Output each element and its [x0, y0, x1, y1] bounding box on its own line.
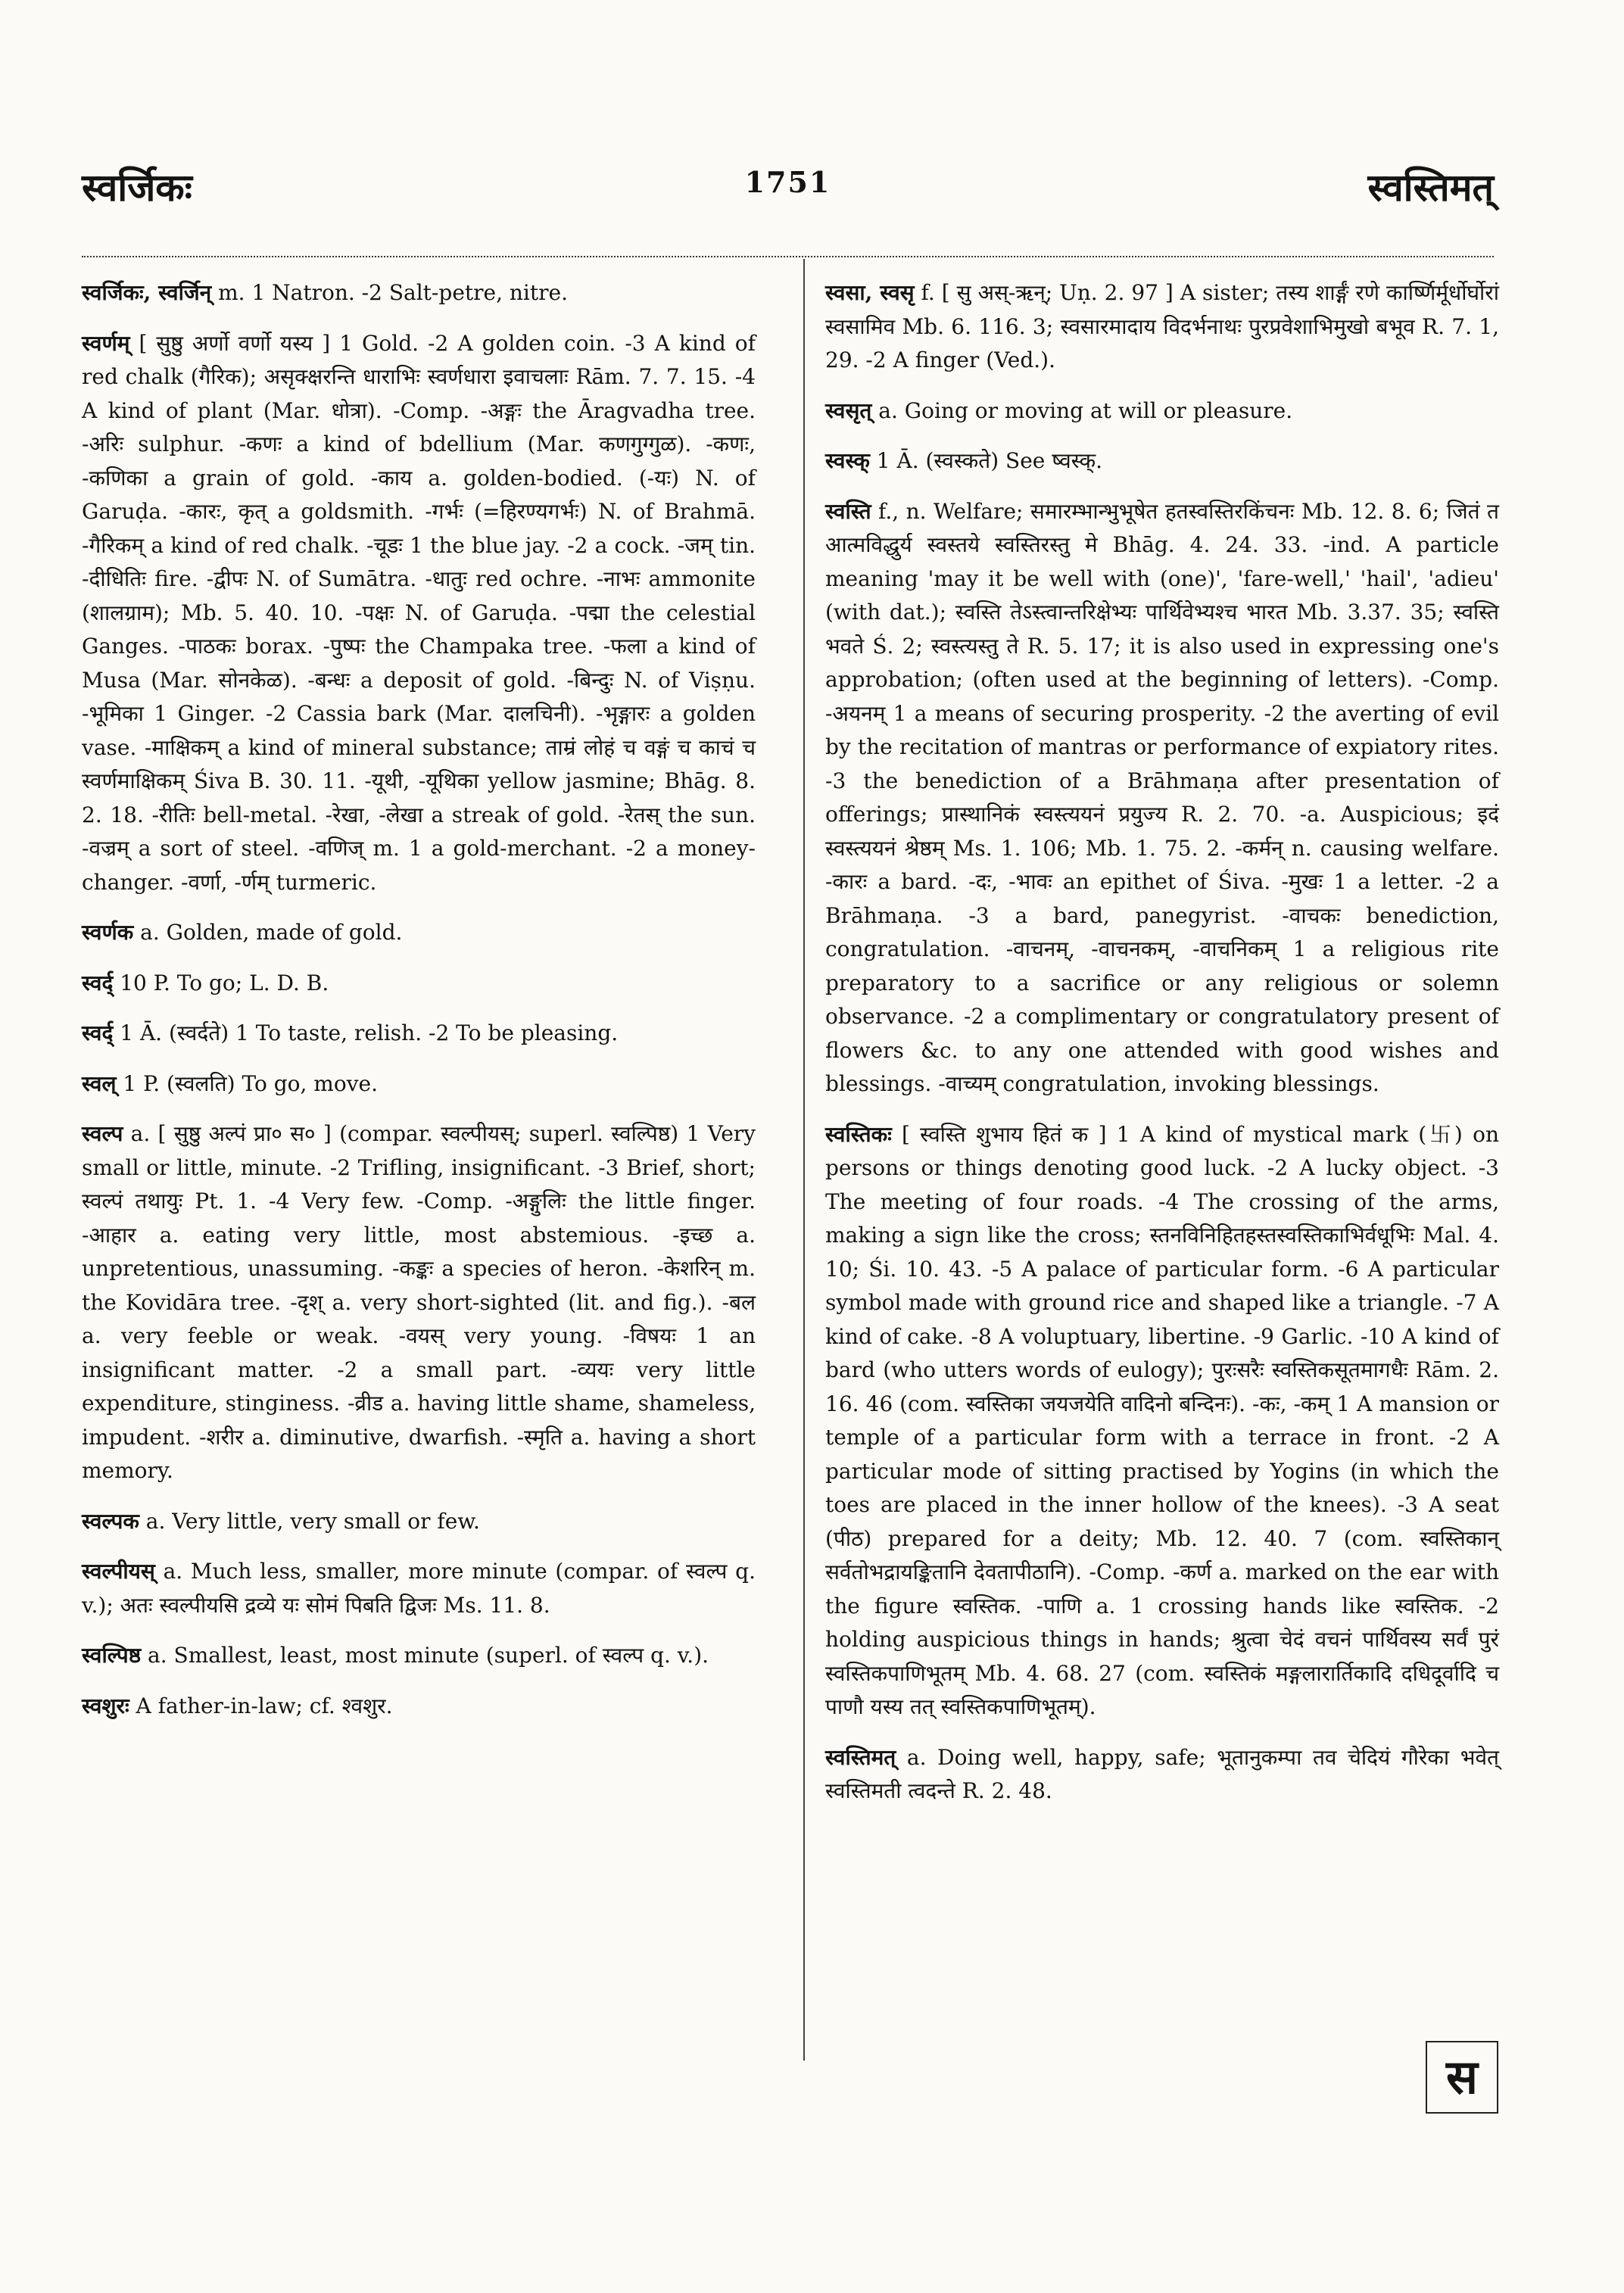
entry-body: a. Smallest, least, most minute (superl. of स्वल्प q. v.).	[141, 1643, 709, 1668]
entry-headword: स्वस्ति	[825, 498, 871, 524]
page-header	[82, 160, 1494, 221]
entry-headword: स्वल्पीयस्	[82, 1559, 155, 1584]
dictionary-entry	[82, 1690, 756, 1724]
entry-headword: स्वल्	[82, 1070, 117, 1096]
dictionary-entry	[82, 276, 756, 310]
dictionary-entry	[82, 1505, 756, 1539]
entry-headword: स्वर्जिकः, स्वर्जिन्	[82, 280, 212, 305]
running-head-left: स्वर्जिकः	[82, 165, 192, 210]
entry-body: a. Golden, made of gold.	[133, 920, 403, 945]
dictionary-entry	[82, 1117, 756, 1488]
page-number: 1751	[744, 165, 831, 199]
entry-body: [ सुष्ठु अर्णो वर्णो यस्य ] 1 Gold. -2 A golden coin. -3 A kind of red chalk (गैरिक); असृक्क्षरन्ति धाराभिः स्वर्णधारा इवाचलाः Rām. 7. 7. 15. -4 A kind of plant (Mar. धोत्रा). -Comp. -अङ्गः the Āragvadha tree. -अरिः sulphur. -कणः a kind of bdellium (Mar. कणगुग्गुळ). -कणः, -कणिका a grain of gold. -काय a. golden-bodied. (-यः) N. of Garuḍa. -कारः, कृत् a goldsmith. -गर्भः (=हिरण्यगर्भः) N. of Brahmā. -गैरिकम् a kind of red chalk. -चूडः 1 the blue jay. -2 a cock. -जम् tin. -दीधितिः fire. -द्वीपः N. of Sumātra. -धातुः red ochre. -नाभः ammonite (शालग्राम); Mb. 5. 40. 10. -पक्षः N. of Garuḍa. -पद्मा the celestial Ganges. -पाठकः borax. -पुष्पः the Champaka tree. -फला a kind of Musa (Mar. सोनकेळ). -बन्धः a deposit of gold. -बिन्दुः N. of Viṣṇu. -भूमिका 1 Ginger. -2 Cassia bark (Mar. दालचिनी). -भृङ्गारः a golden vase. -माक्षिकम् a kind of mineral substance; ताम्रं लोहं च वङ्गं च काचं च स्वर्णमाक्षिकम् Śiva B. 30. 11. -यूथी, -यूथिका yellow jasmine; Bhāg. 8. 2. 18. -रीतिः bell-metal. -रेखा, -लेखा a streak of gold. -रेतस् the sun. -वज्रम् a sort of steel. -वणिज् m. 1 a gold-merchant. -2 a money-changer. -वर्णा, -र्णम् turmeric.	[82, 330, 756, 895]
entry-body: 1 P. (स्वलति) To go, move.	[116, 1070, 378, 1096]
header-divider	[82, 256, 1494, 257]
dictionary-entry	[82, 1555, 756, 1622]
entry-body: a. Doing well, happy, safe; भूतानुकम्पा तव चेदियं गौरेका भवेत् स्वस्तिमती त्वदन्ते R. 2. 48.	[825, 1744, 1499, 1803]
dictionary-entry	[825, 394, 1499, 428]
dictionary-entry	[82, 327, 756, 900]
entry-body: a. Going or moving at will or pleasure.	[871, 397, 1293, 423]
section-letter-tab	[1426, 2041, 1498, 2114]
right-column	[825, 276, 1499, 1825]
entry-body: a. Very little, very small or few.	[139, 1508, 480, 1534]
entry-headword: स्वसा, स्वसृ	[825, 280, 915, 305]
dictionary-entry	[82, 967, 756, 1001]
entry-body: 10 P. To go; L. D. B.	[113, 970, 329, 995]
entry-headword: स्वस्तिमत्	[825, 1744, 896, 1770]
entry-headword: स्वस्क्	[825, 448, 870, 473]
entry-headword: स्वसृत्	[825, 397, 872, 423]
dictionary-entry	[825, 444, 1499, 478]
entry-headword: स्वर्णम्	[82, 330, 130, 356]
entry-body: m. 1 Natron. -2 Salt-petre, nitre.	[211, 280, 568, 305]
dictionary-entry	[82, 1067, 756, 1101]
dictionary-entry	[825, 276, 1499, 378]
column-divider	[803, 259, 805, 2061]
dictionary-entry	[825, 1118, 1499, 1724]
entry-body: 1 Ā. (स्वर्दते) 1 To taste, relish. -2 To be pleasing.	[113, 1020, 619, 1045]
entry-body: [ स्वस्ति शुभाय हितं क ] 1 A kind of mystical mark (卐) on persons or things denoting good luck. -2 A lucky object. -3 The meeting of four roads. -4 The crossing of the arms, making a sign like the cross; स्तनविनिहितहस्तस्वस्तिकाभिर्वधूभिः Mal. 4. 10; Śi. 10. 43. -5 A palace of particular form. -6 A particular symbol made with ground rice and shaped like a triangle. -7 A kind of cake. -8 A voluptuary, libertine. -9 Garlic. -10 A kind of bard (who utters words of eulogy); पुरःसरैः स्वस्तिकसूतमागधैः Rām. 2. 16. 46 (com. स्वस्तिका जयजयेति वादिनो बन्दिनः). -कः, -कम् 1 A mansion or temple of a particular form with a terrace in front. -2 A particular mode of sitting practised by Yogins (in which the toes are placed in the inner hollow of the knees). -3 A seat (पीठ) prepared for a deity; Mb. 12. 40. 7 (com. स्वस्तिकान् सर्वतोभद्रायङ्कितानि देवतापीठानि). -Comp. -कर्ण a. marked on the ear with the figure स्वस्तिक. -पाणि a. 1 crossing hands like स्वस्तिक. -2 holding auspicious things in hands; श्रुत्वा चेदं वचनं पार्थिवस्य सर्वं पुरं स्वस्तिकपाणिभूतम् Mb. 4. 68. 27 (com. स्वस्तिकं मङ्गलारार्तिकादि दधिदूर्वादि च पाणौ यस्य तत् स्वस्तिकपाणिभूतम्).	[825, 1121, 1499, 1719]
section-letter: स	[1446, 2049, 1478, 2105]
entry-headword: स्वल्पक	[82, 1508, 139, 1534]
entry-headword: स्वल्प	[82, 1121, 123, 1146]
entry-body: a. [ सुष्ठु अल्पं प्रा० स० ] (compar. स्वल्पीयस्; superl. स्वल्पिष्ठ) 1 Very small or little, minute. -2 Trifling, insignificant. -3 Brief, short; स्वल्पं तथायुः Pt. 1. -4 Very few. -Comp. -अङ्गुलिः the little finger. -आहार a. eating very little, most abstemious. -इच्छ a. unpretentious, unassuming. -कङ्कः a species of heron. -केशरिन् m. the Kovidāra tree. -दृश् a. very short-sighted (lit. and fig.). -बल a. very feeble or weak. -वयस् very young. -विषयः 1 an insignificant matter. -2 a small part. -व्ययः very little expenditure, stinginess. -व्रीड a. having little shame, shameless, impudent. -शरीर a. diminutive, dwarfish. -स्मृति a. having a short memory.	[82, 1121, 756, 1483]
entry-body: f., n. Welfare; समारम्भान्भुभूषेत हतस्वस्तिरकिंचनः Mb. 12. 8. 6; जितं त आत्मविद्धुर्य स्वस्तये स्वस्तिरस्तु मे Bhāg. 4. 24. 33. -ind. A particle meaning 'may it be well with (one)', 'fare-well,' 'hail', 'adieu' (with dat.); स्वस्ति तेऽस्त्वान्तरिक्षेभ्यः पार्थिवेभ्यश्च भारत Mb. 3.37. 35; स्वस्ति भवते Ś. 2; स्वस्त्यस्तु ते R. 5. 17; it is also used in expressing one's approbation; (often used at the beginning of letters). -Comp. -अयनम् 1 a means of securing prosperity. -2 the averting of evil by the recitation of mantras or performance of expiatory rites. -3 the benediction of a Brāhmaṇa after presentation of offerings; प्रास्थानिकं स्वस्त्ययनं प्रयुज्य R. 2. 70. -a. Auspicious; इदं स्वस्त्ययनं श्रेष्ठम् Ms. 1. 106; Mb. 1. 75. 2. -कर्मन् n. causing welfare. -कारः a bard. -दः, -भावः an epithet of Śiva. -मुखः 1 a letter. -2 a Brāhmaṇa. -3 a bard, panegyrist. -वाचकः benediction, congratulation. -वाचनम्, -वाचनकम्, -वाचनिकम् 1 a religious rite preparatory to a sacrifice or any religious or solemn observance. -2 a complimentary or congratulatory present of flowers &c. to any one attended with good wishes and blessings. -वाच्यम् congratulation, invoking blessings.	[825, 498, 1499, 1096]
dictionary-entry	[82, 1017, 756, 1051]
entry-headword: स्वशुरः	[82, 1693, 129, 1718]
entry-body: 1 Ā. (स्वस्कते) See ष्वस्क्.	[869, 448, 1103, 473]
left-column	[82, 276, 756, 1740]
dictionary-entry	[825, 1741, 1499, 1809]
entry-headword: स्वर्णक	[82, 920, 134, 945]
entry-headword: स्वर्द्	[82, 1020, 114, 1045]
entry-headword: स्वस्तिकः	[825, 1121, 892, 1147]
entry-headword: स्वर्द्	[82, 970, 114, 995]
entry-body: A father-in-law; cf. श्वशुर.	[129, 1693, 393, 1718]
dictionary-entry	[82, 916, 756, 950]
dictionary-entry	[825, 495, 1499, 1101]
entry-body: a. Much less, smaller, more minute (compar. of स्वल्प q. v.); अतः स्वल्पीयसि द्रव्ये यः सोमं पिबति द्विजः Ms. 11. 8.	[82, 1559, 756, 1618]
entry-body: f. [ सु अस्-ऋन्; Uṇ. 2. 97 ] A sister; तस्य शार्ङ्गं रणे कार्ष्णिर्मूर्धोर्घोरां स्वसामिव Mb. 6. 116. 3; स्वसारमादाय विदर्भनाथः पुरप्रवेशाभिमुखो बभूव R. 7. 1, 29. -2 A finger (Ved.).	[825, 280, 1499, 372]
dictionary-entry	[82, 1639, 756, 1673]
running-head-right: स्वस्तिमत्	[1367, 165, 1494, 210]
entry-headword: स्वल्पिष्ठ	[82, 1643, 142, 1668]
